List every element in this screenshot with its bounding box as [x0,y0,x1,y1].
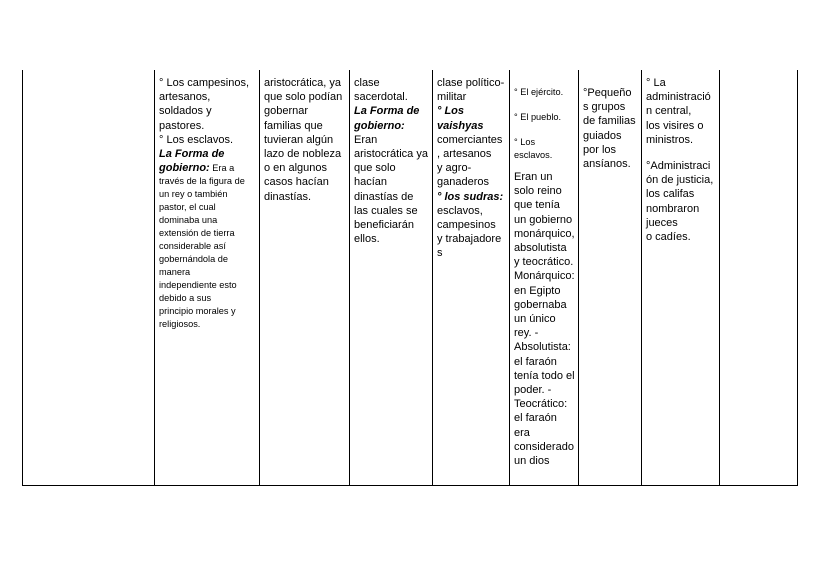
cell-text-line: dinastías. [264,190,312,203]
cell-text-line: campesinos [437,219,496,232]
cell-text-line: clase [354,77,380,89]
cell-text-line: debido a sus [159,293,212,304]
cell-text-line: ellos. [354,233,380,246]
cell-heading: La Forma de [354,105,420,118]
cell-text-line: esclavos, [437,204,483,217]
cell-text-line: soldados y [159,105,212,118]
cell-text-line: que solo [354,162,396,175]
cell-text-line: ° Los esclavos. [159,133,234,146]
cell-text-line: Monárquico: [514,270,575,283]
cell-text-line: dominaba una [159,215,218,226]
cell-text-line: rey. - [514,327,539,340]
cell-text-line: casos hacían [264,176,329,189]
spacer [514,99,580,111]
cell-text-line: un dios [514,455,550,468]
cell-text-line: las cuales se [354,204,418,217]
cell-text-line: principio morales y [159,306,236,317]
cell-text-line: extensión de tierra [159,228,235,239]
cell-text-line: °Administraci [646,160,711,173]
cell-text-line: religiosos. [159,319,201,330]
cell-text-line: ° El pueblo. [514,112,562,122]
table-cell-castes [437,76,511,261]
history-table [22,70,798,486]
table-cell-social-classes [159,76,255,331]
cell-text-line: beneficiarán [354,219,414,232]
cell-text-line: gobernar [264,105,309,118]
cell-text-line: sacerdotal. [354,91,408,104]
cell-text-line: administració [646,91,711,104]
cell-text-line: un rey o también [159,189,228,200]
cell-text-line: poder. - [514,384,552,397]
cell-text-line: pastores. [159,119,205,132]
cell-text-line: n central, [646,105,692,118]
cell-text-line: o cadíes. [646,231,691,244]
cell-text-line: que solo podían [264,91,343,104]
cell-heading: ° Los [437,105,465,118]
cell-text-line: través de la figura de [159,176,245,187]
cell-text-line: esclavos. [514,150,553,160]
cell-text-line: ón de justicia, [646,174,714,187]
cell-text-line: militar [437,91,467,104]
cell-text: Era a [209,163,235,174]
cell-text-line: Eran un [514,171,553,183]
cell-text-line: nombraron [646,202,700,215]
cell-text-line: hacían [354,176,388,189]
cell-text-line: lazo de nobleza [264,148,342,161]
cell-text-line: tuvieran algún [264,133,334,146]
table-border-right [797,70,798,486]
cell-text-line: en Egipto [514,284,561,297]
cell-text-line: ganaderos [437,176,489,189]
cell-text-line: que tenía [514,199,560,212]
cell-text-line: de familias [583,115,636,128]
cell-text-line: guiados [583,129,622,142]
table-cell-administration [646,76,720,244]
column-divider [154,70,155,486]
cell-text-line: considerable así [159,241,226,252]
spacer [646,147,720,159]
cell-text-line: Teocrático: [514,398,568,411]
table-cell-aristocracy [264,76,356,204]
cell-text-line: considerado [514,440,574,453]
cell-text-line: monárquico, [514,227,575,240]
cell-text-line: familias que [264,119,323,132]
cell-text-line: era [514,426,530,439]
cell-text-line: pastor, el cual [159,202,216,213]
cell-text-line: y agro- [437,162,472,175]
cell-text-line: gobernándola de [159,254,228,265]
cell-text-line: comerciantes [437,133,503,146]
spacer [514,124,580,136]
cell-text-line: el faraón [514,355,557,368]
cell-text-line: por los [583,143,617,156]
cell-text-line: o en algunos [264,162,327,175]
cell-text-line: un gobierno [514,213,573,226]
cell-heading: La Forma de [159,148,225,161]
cell-text-line: y trabajadore [437,233,502,246]
cell-text-line: los visires o [646,119,704,132]
cell-text-line: Absolutista: [514,341,571,354]
cell-text-line: s [437,247,443,260]
cell-text-line: un único [514,313,556,326]
cell-text-line: manera [159,267,191,278]
cell-text-line: aristocrática, ya [264,77,342,89]
cell-text-line: absolutista [514,242,567,255]
cell-text-line: tenía todo el [514,369,575,382]
cell-text-line: °Pequeño [583,87,632,99]
cell-text-line: ° El ejército. [514,87,564,97]
cell-text-line: el faraón [514,412,557,425]
cell-text-line: aristocrática ya [354,148,428,161]
table-cell-priestly-class [354,76,434,246]
cell-heading: gobierno: [159,162,210,175]
cell-heading-line [159,161,255,175]
table-cell-family-groups [583,86,643,171]
cell-text-line: ° Los [514,137,536,147]
cell-text-line: clase político- [437,77,505,89]
column-divider [259,70,260,486]
cell-text-line: jueces [646,216,678,229]
cell-text-line: y teocrático. [514,256,574,269]
cell-text-line: dinastías de [354,190,414,203]
cell-heading: vaishyas [437,119,484,132]
cell-text-line: independiente esto [159,280,237,291]
cell-text-line: s grupos [583,101,626,114]
cell-text-line: artesanos, [159,91,211,104]
table-border-left [22,70,23,486]
cell-text-line: gobernaba [514,298,567,311]
table-cell-egypt [514,86,580,468]
cell-text-line: solo reino [514,185,562,198]
cell-text-line: ansíanos. [583,158,631,171]
cell-text-line: los califas [646,188,695,201]
cell-text-line: Eran [354,133,378,146]
cell-text-line: ° Los campesinos, [159,77,249,89]
cell-heading: ° los sudras: [437,190,504,203]
cell-text-line: ° La [646,77,666,89]
cell-heading: gobierno: [354,119,405,132]
table-border-bottom [22,485,798,486]
cell-text-line: , artesanos [437,148,492,161]
cell-text-line: ministros. [646,133,694,146]
